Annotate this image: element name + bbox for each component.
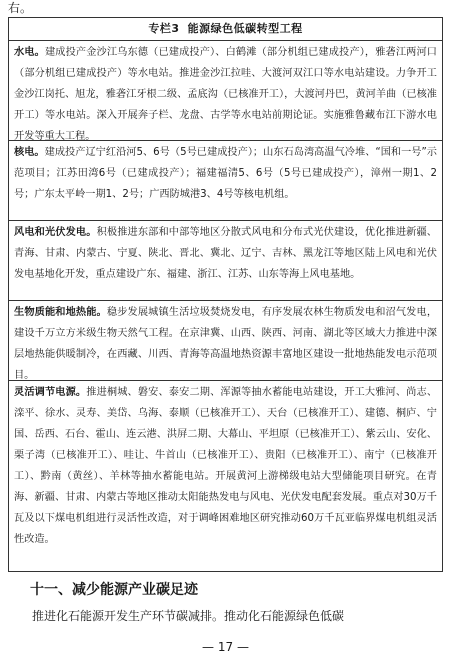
page-number: — 17 — xyxy=(202,640,249,654)
section-text: 建成投产辽宁红沿河5、6号（5号已建成投产）；山东石岛湾高温气冷堆、“国和一号”示范项目；江苏田湾6号（已建成投产）；福建福清5、6号（5号已建成投产），漳州一期1、2号；广东太平岭一期1、2号；广西防城港3、4号等核电机组。 xyxy=(14,147,437,200)
body-paragraph: 推进化石能源开发生产环节碳减排。推动化石能源绿色低碳 xyxy=(32,609,345,623)
section-heading: 十一、减少能源产业碳足迹 xyxy=(30,582,198,598)
section-head: 生物质能和地热能。 xyxy=(14,307,107,318)
section-wind-solar xyxy=(9,221,442,301)
box-number: 专栏3 xyxy=(148,22,180,35)
section-text: 稳步发展城镇生活垃圾焚烧发电，有序发展农林生物质发电和沼气发电，建设千万立方米级生物天然气工程。在京津冀、山西、陕西、河南、湖北等区域大力推进中深层地热能供暖制冷，在西藏、川西、青海等高温地热资源丰富地区建设一批地热能发电示范项目。 xyxy=(14,307,438,381)
section-biomass-geothermal xyxy=(9,301,442,381)
section-flexible-power xyxy=(9,381,442,570)
section-nuclear xyxy=(9,141,442,221)
section-head: 水电。 xyxy=(14,47,45,58)
feature-box xyxy=(8,17,443,572)
box-title-text: 能源绿色低碳转型工程 xyxy=(187,22,303,35)
section-text: 建成投产金沙江乌东德（已建成投产）、白鹤滩（部分机组已建成投产），雅砻江两河口（部分机组已建成投产）等水电站。推进金沙江拉哇、大渡河双江口等水电站建设。力争开工金沙江岗托、旭龙，雅砻江牙根二级、孟底沟（已核准开工），大渡河丹巴，黄河羊曲（已核准开工）等水电站。深入开展奔子栏、龙盘、古学等水电站前期论证。实施雅鲁藏布江下游水电开发等重大工程。 xyxy=(14,47,437,142)
box-title xyxy=(9,18,442,41)
section-text: 积极推进东部和中部等地区分散式风电和分布式光伏建设，优化推进新疆、青海、甘肃、内蒙古、宁夏、陕北、晋北、冀北、辽宁、吉林、黑龙江等地区陆上风电和光伏发电基地化开发，重点建设广东、福建、浙江、江苏、山东等海上风电基地。 xyxy=(14,227,437,280)
section-text: 推进桐城、磐安、泰安二期、浑源等抽水蓄能电站建设，开工大雅河、尚志、滦平、徐水、灵寿、美岱、乌海、泰顺（已核准开工）、天台（已核准开工）、建德、桐庐、宁国、岳西、石台、霍山、连云港、洪屏二期、大幕山、平坦原（已核准开工）、紫云山、安化、栗子湾（已核准开工）、哇让、牛首山（已核准开工）、贵阳（已核准开工）、南宁（已核准开工）、黔南（黄丝）、羊林等抽水蓄能电站。开展黄河上游梯级电站大型储能项目研究。在青海、新疆、甘肃、内蒙古等地区推动太阳能热发电与风电、光伏发电配套发展。重点对30万千瓦及以下煤电机组进行灵活性改造，对于调峰困难地区研究推动60万千瓦亚临界煤电机组灵活性改造。 xyxy=(14,387,438,545)
section-head: 灵活调节电源。 xyxy=(14,387,87,398)
section-hydropower xyxy=(9,41,442,141)
top-text: 右。 xyxy=(8,1,33,15)
section-head: 核电。 xyxy=(14,147,45,158)
section-head: 风电和光伏发电。 xyxy=(14,227,97,238)
